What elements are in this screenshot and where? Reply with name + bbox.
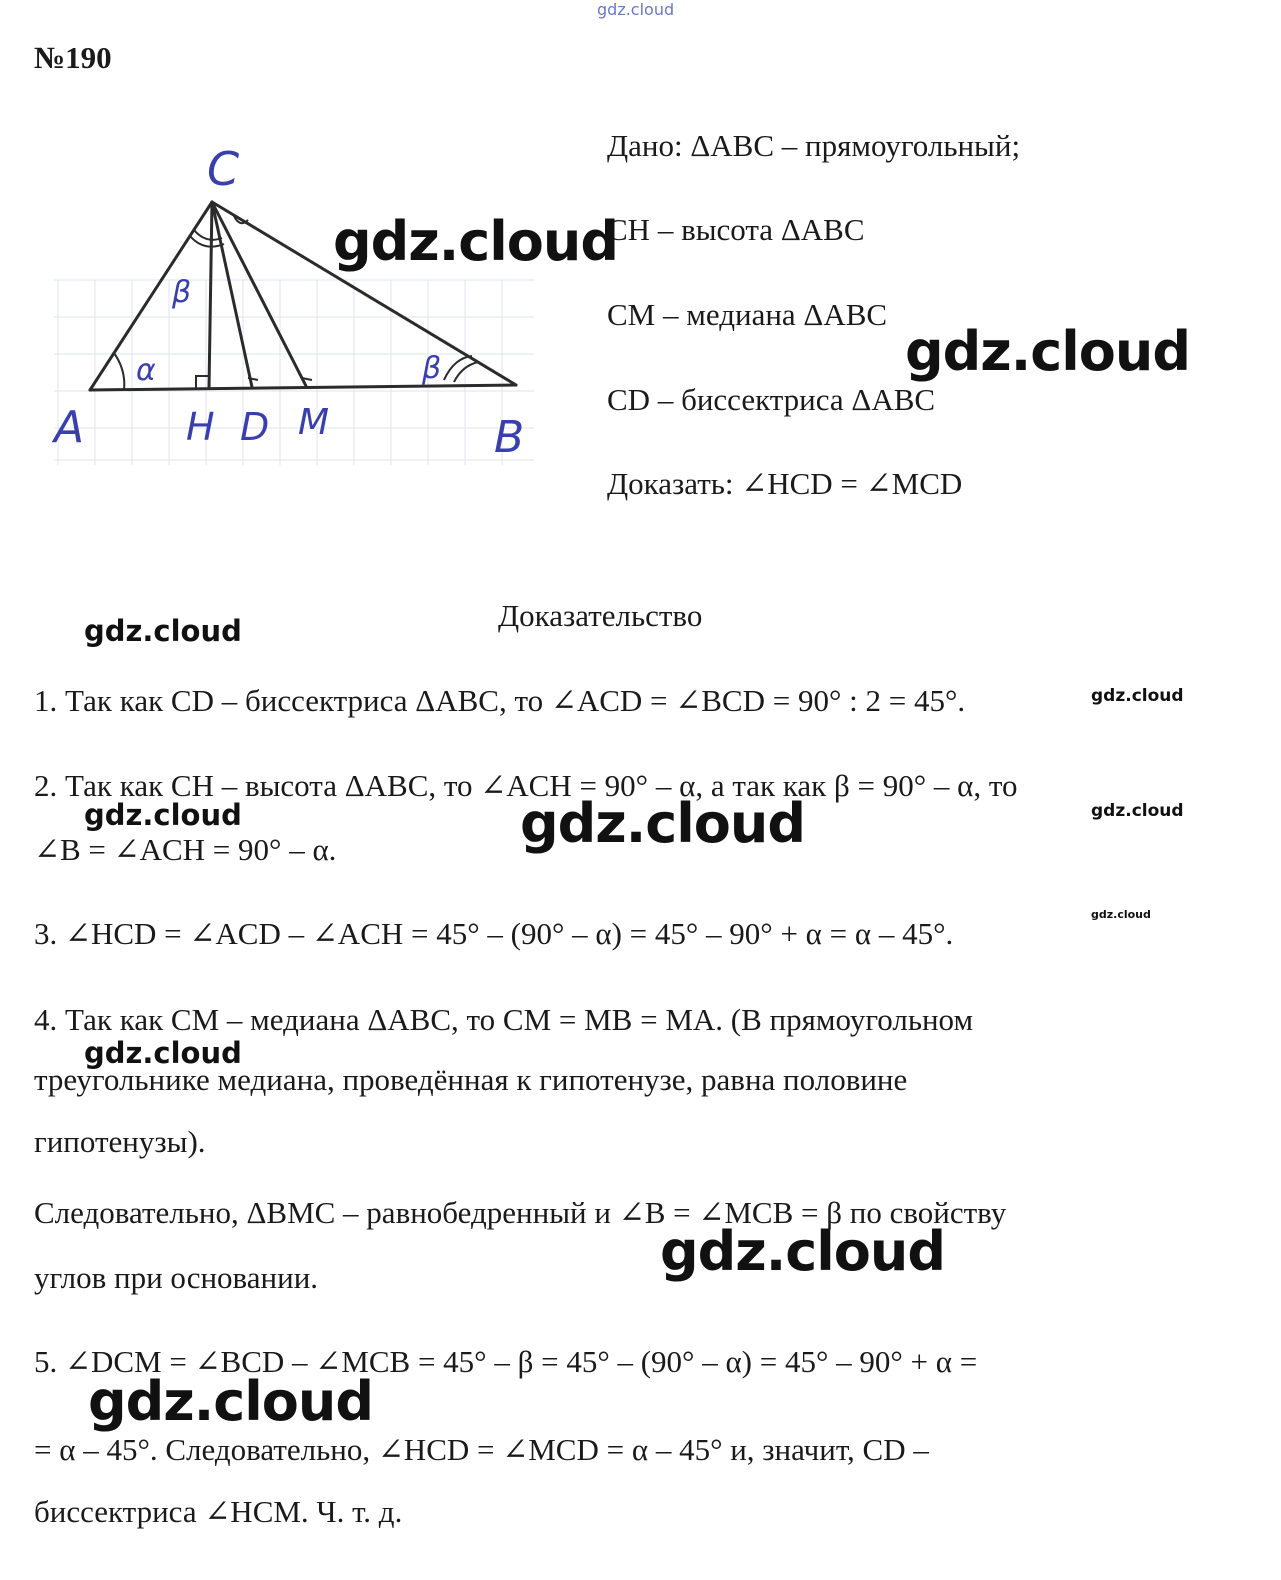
proof-step-3: 3. ∠HCD = ∠ACD – ∠ACH = 45° – (90° – α) = 45° – 90° + α = α – 45°. xyxy=(34,916,954,951)
watermark: gdz.cloud xyxy=(905,320,1190,383)
label-angle-beta-right: β xyxy=(422,351,442,386)
watermark: gdz.cloud xyxy=(1091,908,1151,921)
proof-step-5-line-3: биссектриса ∠HCM. Ч. т. д. xyxy=(34,1494,403,1529)
problem-number: №190 xyxy=(34,40,112,75)
label-point-m: M xyxy=(298,402,330,443)
given-line-1: Дано: ΔABC – прямоугольный; xyxy=(607,128,1021,163)
prove-statement: Доказать: ∠HCD = ∠MCD xyxy=(607,466,963,501)
proof-step-5-line-2: = α – 45°. Следовательно, ∠HCD = ∠MCD = α – 45° и, значит, CD – xyxy=(34,1432,929,1467)
given-line-3: CM – медиана ΔABC xyxy=(607,297,888,332)
grid-paper xyxy=(54,280,534,465)
proof-heading: Доказательство xyxy=(498,598,703,633)
watermark: gdz.cloud xyxy=(333,210,618,273)
proof-step-4-line-4: Следовательно, ΔBMC – равнобедренный и ∠B = ∠MCB = β по свойству xyxy=(34,1195,1007,1230)
label-angle-alpha: α xyxy=(136,353,156,388)
label-point-d: D xyxy=(240,405,270,449)
proof-step-4-line-1: 4. Так как CM – медиана ΔABC, то CM = MB = MA. (В прямоугольном xyxy=(34,1002,974,1037)
given-line-2: CH – высота ΔABC xyxy=(607,212,865,247)
watermark-top[interactable]: gdz.cloud xyxy=(597,0,675,19)
label-vertex-c: C xyxy=(207,142,240,196)
proof-step-2-line-1: 2. Так как CH – высота ΔABC, то ∠ACH = 90° – α, а так как β = 90° – α, то xyxy=(34,768,1018,803)
watermark: gdz.cloud xyxy=(84,1036,242,1070)
proof-step-4-line-2: треугольнике медиана, проведённая к гипотенузе, равна половине xyxy=(34,1062,908,1097)
proof-step-4-line-3: гипотенузы). xyxy=(34,1124,206,1159)
label-angle-beta-left: β xyxy=(172,275,192,310)
label-vertex-b: B xyxy=(494,412,525,463)
label-vertex-a: A xyxy=(54,402,85,453)
watermark: gdz.cloud xyxy=(84,798,242,832)
label-point-h: H xyxy=(186,405,215,449)
proof-step-4-line-5: углов при основании. xyxy=(34,1260,319,1295)
watermark: gdz.cloud xyxy=(84,614,242,648)
proof-step-1: 1. Так как CD – биссектриса ΔABC, то ∠ACD = ∠BCD = 90° : 2 = 45°. xyxy=(34,683,966,718)
watermark: gdz.cloud xyxy=(88,1370,373,1433)
watermark: gdz.cloud xyxy=(660,1220,945,1283)
triangle-figure xyxy=(44,130,544,470)
proof-step-5-line-1: 5. ∠DCM = ∠BCD – ∠MCB = 45° – β = 45° – (90° – α) = 45° – 90° + α = xyxy=(34,1344,978,1379)
watermark: gdz.cloud xyxy=(1091,801,1184,821)
proof-step-2-line-2: ∠B = ∠ACH = 90° – α. xyxy=(34,832,337,867)
given-line-4: CD – биссектриса ΔABC xyxy=(607,382,936,417)
watermark: gdz.cloud xyxy=(520,792,805,855)
watermark: gdz.cloud xyxy=(1091,686,1184,706)
